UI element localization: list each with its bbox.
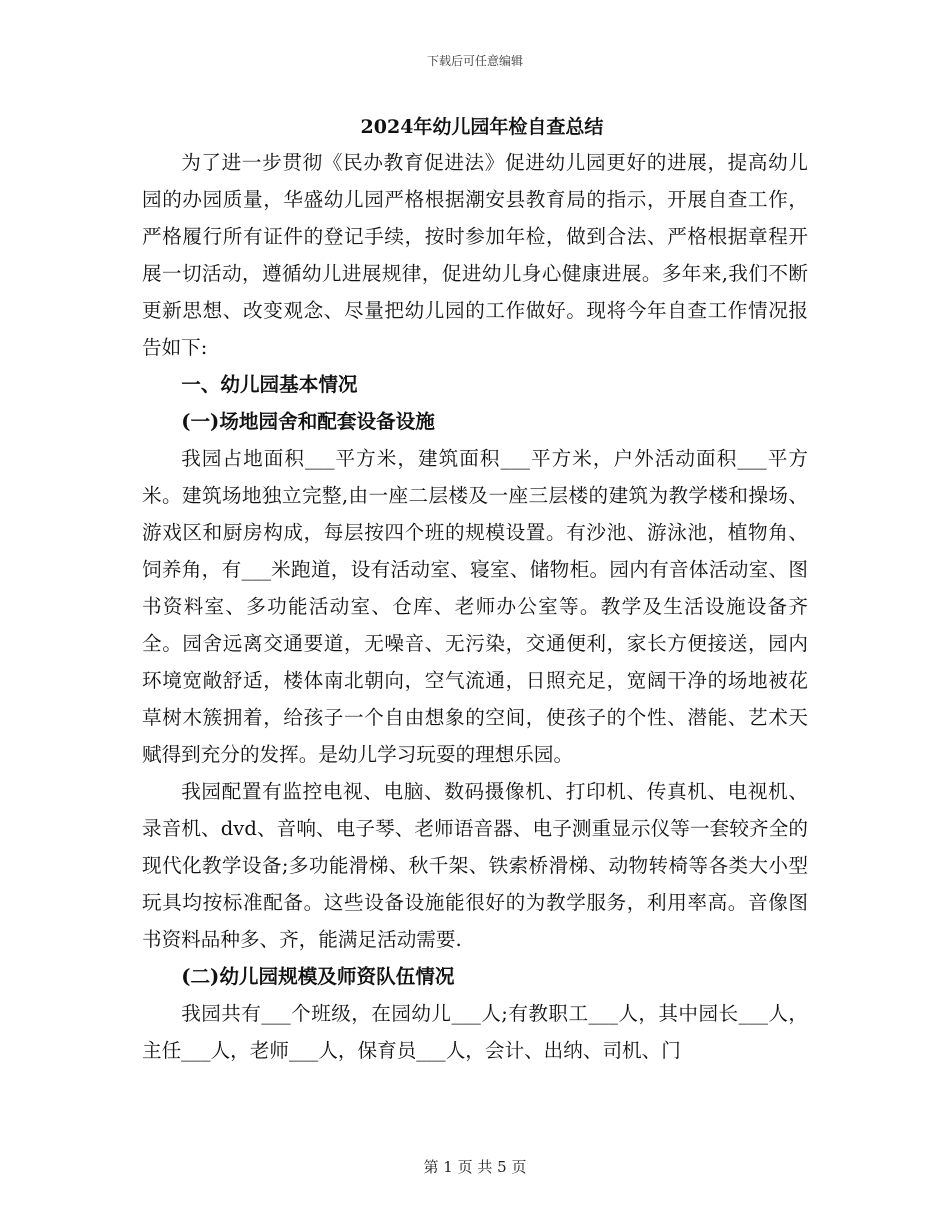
page-header-note: 下载后可任意编辑 — [426, 54, 523, 68]
intro-paragraph: 为了进一步贯彻《民办教育促进法》促进幼儿园更好的进展，提高幼儿园的办园质量，华盛幼儿园严格根据潮安县教育局的指示，开展自查工作，严格履行所有证件的登记手续，按时参加年检，做到合法、严格根据章程开展一切活动，遵循幼儿进展规律，促进幼儿身心健康进展。多年来,我们不断更新思想、改变观念、尽量把幼儿园的工作做好。现将今年自查工作情况报告如下: — [142, 151, 808, 359]
document-title: 2024年幼儿园年检自查总结 — [360, 116, 604, 138]
page-number: 第 1 页 共 5 页 — [423, 1158, 527, 1176]
equipment-paragraph: 我园配置有监控电视、电脑、数码摄像机、打印机、传真机、电视机、录音机、dvd、音响、电子琴、老师语音器、电子测重显示仪等一套较齐全的现代化教学设备;多功能滑梯、秋千架、铁索桥滑梯、动物转椅等各类大小型玩具均按标准配备。这些设备设施能很好的为教学服务，利用率高。音像图书资料品种多、齐，能满足活动需要. — [142, 780, 808, 951]
section-heading-basic-info: 一、幼儿园基本情况 — [181, 373, 358, 396]
subsection-heading-facilities: (一)场地园舍和配套设备设施 — [181, 410, 435, 433]
document-body — [142, 110, 808, 1069]
facilities-paragraph: 我园占地面积___平方米，建筑面积___平方米，户外活动面积___平方米。建筑场地独立完整,由一座二层楼及一座三层楼的建筑为教学楼和操场、游戏区和厨房构成，每层按四个班的规模设置。有沙池、游泳池，植物角、饲养角，有___米跑道，设有活动室、寝室、储物柜。园内有音体活动室、图书资料室、多功能活动室、仓库、老师办公室等。教学及生活设施设备齐全。园舍远离交通要道，无噪音、无污染，交通便利，家长方便接送，园内环境宽敞舒适，楼体南北朝向，空气流通，日照充足，宽阔干净的场地被花草树木簇拥着，给孩子一个自由想象的空间，使孩子的个性、潜能、艺术天赋得到充分的发挥。是幼儿学习玩耍的理想乐园。 — [142, 447, 808, 766]
subsection-heading-staff: (二)幼儿园规模及师资队伍情况 — [181, 965, 455, 988]
staff-paragraph: 我园共有___个班级，在园幼儿___人;有教职工___人，其中园长___人，主任___人，老师___人，保育员___人，会计、出纳、司机、门 — [142, 1002, 808, 1062]
